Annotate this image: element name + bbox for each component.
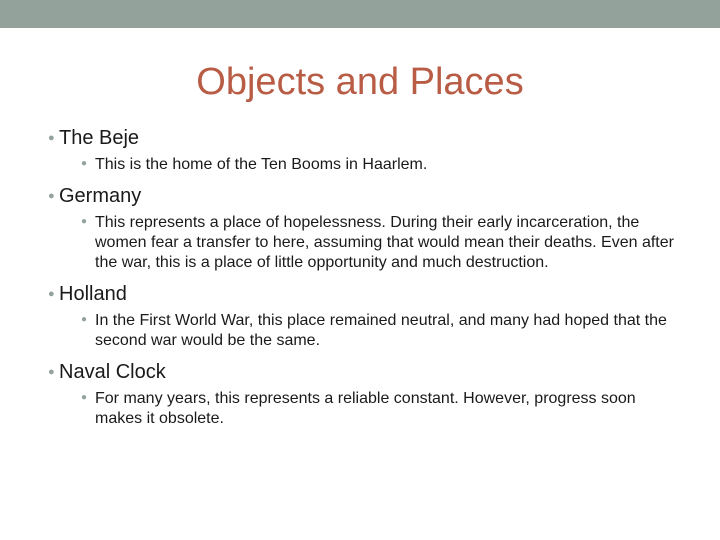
bullet-list	[0, 126, 720, 429]
item-heading: Naval Clock	[59, 361, 166, 383]
list-item-naval-clock	[0, 360, 720, 429]
bullet-icon: ●	[48, 366, 55, 378]
sub-bullet-icon: ●	[81, 158, 88, 169]
item-detail: In the First World War, this place remained neutral, and many had hoped that the second war would be the same.	[95, 312, 667, 349]
top-accent-bar	[0, 0, 720, 28]
list-item-holland	[0, 282, 720, 351]
item-detail: This represents a place of hopelessness. During their early incarceration, the women fear a transfer to here, assuming that would mean their deaths. Even after the war, this is a place of little opportunity and much destruction.	[95, 214, 674, 271]
sub-bullet-icon: ●	[81, 314, 88, 325]
bullet-icon: ●	[48, 190, 55, 202]
list-item-germany	[0, 184, 720, 273]
item-heading: The Beje	[59, 127, 140, 149]
bullet-icon: ●	[48, 288, 55, 300]
item-detail: This is the home of the Ten Booms in Haarlem.	[95, 156, 428, 173]
item-heading: Germany	[59, 185, 142, 207]
sub-bullet-icon: ●	[81, 216, 88, 227]
item-detail: For many years, this represents a reliable constant. However, progress soon makes it obsolete.	[95, 390, 636, 427]
bullet-icon: ●	[48, 132, 55, 144]
slide-title: Objects and Places	[196, 61, 524, 103]
list-item-beje	[0, 126, 720, 175]
sub-bullet-icon: ●	[81, 392, 88, 403]
item-heading: Holland	[59, 283, 127, 305]
